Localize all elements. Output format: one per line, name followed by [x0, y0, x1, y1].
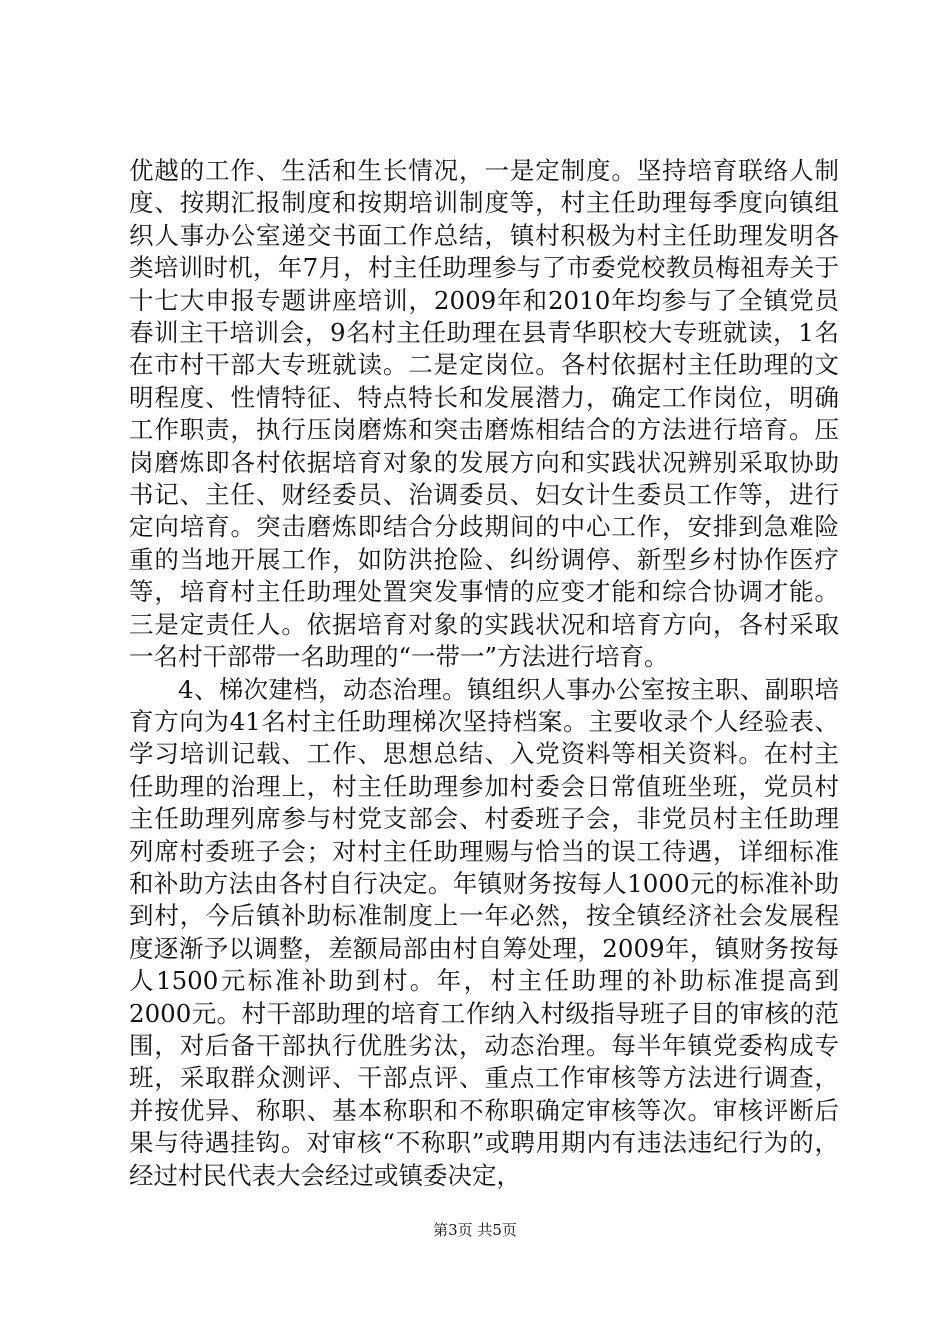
paragraph-continuation: 优越的工作、生活和生长情况，一是定制度。坚持培育联络人制度、按期汇报制度和按期培训制度等，村主任助理每季度向镇组织人事办公室递交书面工作总结，镇村积极为村主任助理发明各类培训时机，年7月，村主任助理参与了市委党校教员梅祖寿关于十七大申报专题讲座培训，2009年和2010年均参与了全镇党员春训主干培训会，9名村主任助理在县青华职校大专班就读，1名在市村干部大专班就读。二是定岗位。各村依据村主任助理的文明程度、性情特征、特点特长和发展潜力，确定工作岗位，明确工作职责，执行压岗磨炼和突击磨炼相结合的方法进行培育。压岗磨炼即各村依据培育对象的发展方向和实践状况辨别采取协助书记、主任、财经委员、治调委员、妇女计生委员工作等，进行定向培育。突击磨炼即结合分歧期间的中心工作，安排到急难险重的当地开展工作，如防洪抢险、纠纷调停、新型乡村协作医疗等，培育村主任助理处置突发事情的应变才能和综合协调才能。三是定责任人。依据培育对象的实践状况和培育方向，各村采取一名村干部带一名助理的“一带一”方法进行培育。: [129, 156, 839, 672]
body-text: [129, 155, 839, 1192]
paragraph-section-4: 4、梯次建档，动态治理。镇组织人事办公室按主职、副职培育方向为41名村主任助理梯次坚持档案。主要收录个人经验表、学习培训记载、工作、思想总结、入党资料等相关资料。在村主任助理的治理上，村主任助理参加村委会日常值班坐班，党员村主任助理列席参与村党支部会、村委班子会，非党员村主任助理列席村委班子会；对村主任助理赐与恰当的误工待遇，详细标准和补助方法由各村自行决定。年镇财务按每人1000元的标准补助到村，今后镇补助标准制度上一年必然，按全镇经济社会发展程度逐渐予以调整，差额局部由村自筹处理，2009年，镇财务按每人1500元标准补助到村。年，村主任助理的补助标准提高到2000元。村干部助理的培育工作纳入村级指导班子目的审核的范围，对后备干部执行优胜劣汰，动态治理。每半年镇党委构成专班，采取群众测评、干部点评、重点工作审核等方法进行调查，并按优异、称职、基本称职和不称职确定审核等次。审核评断后果与待遇挂钩。对审核“不称职”或聘用期内有违法违纪行为的，经过村民代表大会经过或镇委决定，: [129, 674, 839, 1190]
page-footer: 第3页 共5页: [433, 1221, 517, 1239]
